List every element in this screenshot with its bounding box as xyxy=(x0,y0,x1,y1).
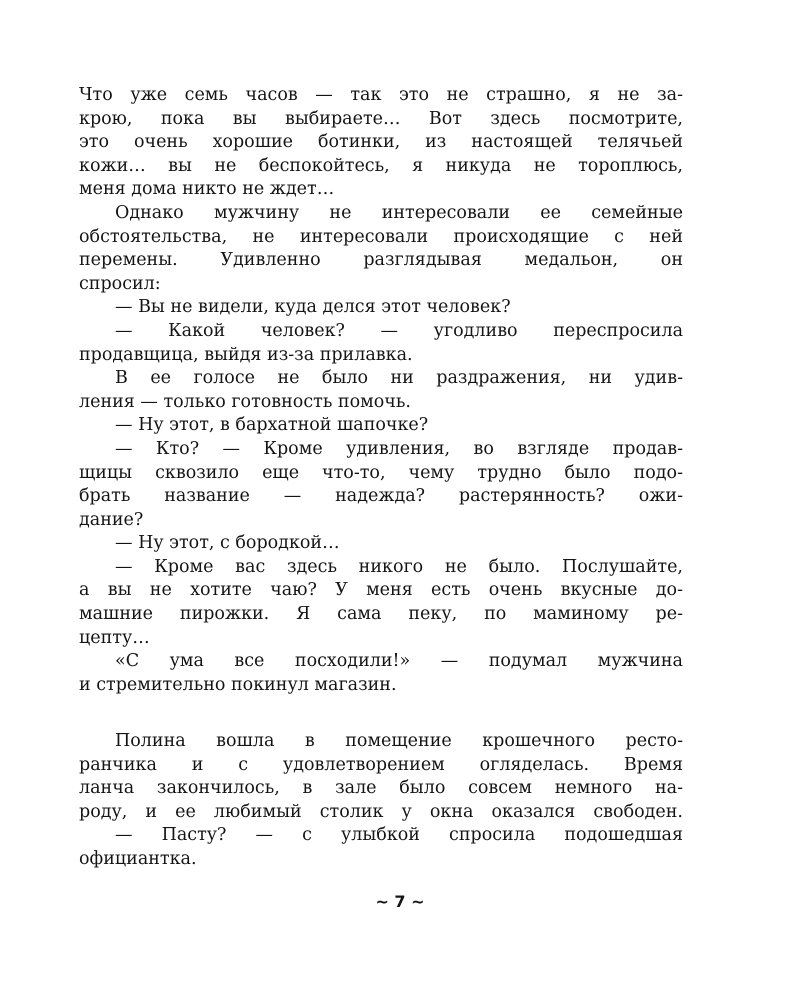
text-line: брать название — надежда? растерянность? ожи- xyxy=(79,486,683,507)
text-section-1 xyxy=(79,84,683,697)
text-line: машние пирожки. Я сама пеку, по маминому ре- xyxy=(79,604,683,625)
text-line: ранчика и с удовлетворением огляделась. Время xyxy=(79,754,683,775)
text-line: обстоятельства, не интересовали происходящие с ней xyxy=(79,226,683,247)
page-number: ~ 7 ~ xyxy=(375,892,425,911)
text-line: цепту… xyxy=(79,627,150,648)
text-line: «С ума все посходили!» — подумал мужчина xyxy=(115,651,683,672)
text-line: роду, и ее любимый столик у окна оказался свободен. xyxy=(79,801,683,822)
text-line: — Ну этот, с бородкой… xyxy=(115,533,340,554)
text-line: ления — только готовность помочь. xyxy=(79,391,411,412)
text-line: — Пасту? — с улыбкой спросила подошедшая xyxy=(115,825,683,846)
text-line: — Вы не видели, куда делся этот человек? xyxy=(115,297,511,318)
text-line: Однако мужчину не интересовали ее семейные xyxy=(115,202,683,223)
text-line: и стремительно покинул магазин. xyxy=(79,674,397,695)
text-line: — Какой человек? — угодливо переспросила xyxy=(115,320,683,341)
text-line: — Ну этот, в бархатной шапочке? xyxy=(115,415,429,436)
text-line: дание? xyxy=(79,509,144,530)
text-line: В ее голосе не было ни раздражения, ни удив- xyxy=(115,368,683,389)
text-line: — Кроме вас здесь никого не было. Послушайте, xyxy=(115,556,683,577)
text-line: крою, пока вы выбираете… Вот здесь посмотрите, xyxy=(79,108,683,129)
text-line: — Кто? — Кроме удивления, во взгляде продав- xyxy=(115,438,683,459)
text-line: Полина вошла в помещение крошечного ресто- xyxy=(115,731,683,751)
text-line: Что уже семь часов — так это не страшно, я не за- xyxy=(79,85,683,105)
text-line: а вы не хотите чаю? У меня есть очень вкусные до- xyxy=(79,580,683,601)
text-line: продавщица, выйдя из-за прилавка. xyxy=(79,344,413,365)
text-line: щицы сквозило еще что-то, чему трудно было подо- xyxy=(79,462,683,483)
text-line: перемены. Удивленно разглядывая медальон, он xyxy=(79,250,683,271)
text-line: спросил: xyxy=(79,273,161,294)
text-line: ланча закончилось, в зале было совсем немного на- xyxy=(79,778,683,799)
text-line: официантка. xyxy=(79,848,197,869)
text-line: кожи… вы не беспокойтесь, я никуда не тороплюсь, xyxy=(79,155,683,176)
text-line: это очень хорошие ботинки, из настоящей телячьей xyxy=(79,132,683,153)
text-line: меня дома никто не ждет… xyxy=(79,179,335,200)
text-section-2 xyxy=(79,730,683,872)
